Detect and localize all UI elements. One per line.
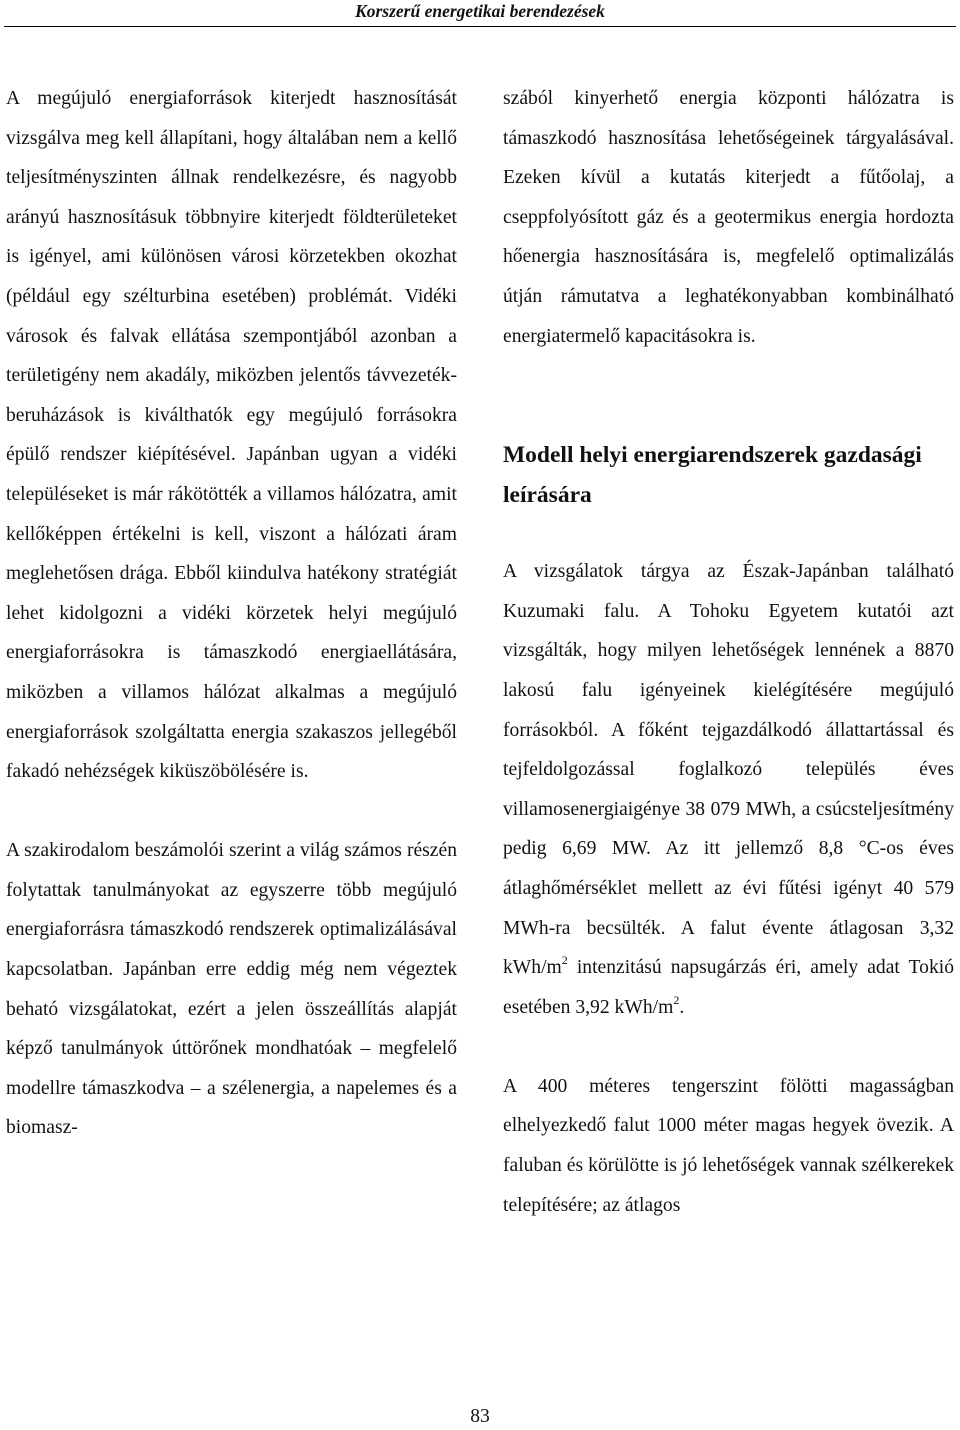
superscript: 2 <box>673 992 680 1007</box>
right-column <box>503 79 954 1225</box>
right-paragraph-2 <box>503 552 954 1027</box>
section-heading: Modell helyi energiarendszerek gazdasági leírására <box>503 442 922 509</box>
right-paragraph-3: A 400 méteres tengerszint fölötti magasságban elhelyezkedő falut 1000 méter magas hegyek övezik. A faluban és körülötte is jó lehetőségek vannak szélkerekek telepítésére; az átlagos <box>503 1075 954 1216</box>
header-rule <box>4 26 956 27</box>
running-header: Korszerű energetikai berendezések <box>355 1 605 21</box>
paragraph-text: A vizsgálatok tárgya az Észak-Japánban található Kuzumaki falu. A Tohoku Egyetem kutatói azt vizsgálták, hogy milyen lehetőségek lennének a 8870 lakosú falu igényeinek kielégítésére megújuló forrásokból. A főként tejgazdálkodó állattartással és tejfeldolgozással foglalkozó település éves villamosenergiaigénye 38 079 MWh, a csúcsteljesítmény pedig 6,69 MW. Az itt jellemző 8,8 °C-os éves átlaghőmérséklet mellett az évi fűtési igényt 40 579 MWh-ra becsülték. A falut évente átlagosan 3,32 kWh/m <box>503 561 954 979</box>
right-paragraph-1: szából kinyerhető energia központi hálózatra is támaszkodó hasznosítása lehetőségeinek tárgyalásával. Ezeken kívül a kutatás kiterjedt a fűtőolaj, a cseppfolyósított gáz és a geotermikus energia hordozta hőenergia hasznosítására is, megfelelő optimalizálás útján rámutatva a leghatékonyabban kombinálható energiatermelő kapacitásokra is. <box>503 88 954 347</box>
left-paragraph-2: A szakirodalom beszámolói szerint a világ számos részén folytattak tanulmányokat az egyszerre több megújuló energiaforrásra támaszkodó rendszerek optimalizálásával kapcsolatban. Japánban erre eddig még nem végeztek beható vizsgálatokat, ezért a jelen összeállítás alapját képző tanulmányok úttörőnek mondhatóak – megfelelő modellre támaszkodva – a szélenergia, a napelemes és a biomasz- <box>6 840 457 1139</box>
paragraph-text: intenzitású napsugárzás éri, amely adat Tokió esetében 3,92 kWh/m <box>503 957 954 1018</box>
left-column <box>6 79 457 1148</box>
left-paragraph-1: A megújuló energiaforrások kiterjedt hasznosítását vizsgálva meg kell állapítani, hogy általában nem a kellő teljesítményszinten állnak rendelkezésre, és nagyobb arányú hasznosításuk többnyire kiterjedt földterületeket is igényel, ami különösen városi körzetekben okozhat (például egy szélturbina esetében) problémát. Vidéki városok és falvak ellátása szempontjából azonban a területigény nem akadály, miközben jelentős távvezeték-beruházások is kiválthatók egy megújuló forrásokra épülő rendszer kiépítésével. Japánban ugyan a vidéki településeket is már rákötötték a villamos hálózatra, amit kellőképpen értékelni is kell, viszont a hálózati áram meglehetősen drága. Ebből kiindulva hatékony stratégiát lehet kidolgozni a vidéki körzetek helyi megújuló energiaforrásokra is támaszkodó energiaellátására, miközben a villamos hálózat alkalmas a megújuló energiaforrások szolgáltatta energia szakaszos jellegéből fakadó nehézségek kiküszöbölésére is. <box>6 88 457 783</box>
superscript: 2 <box>561 953 568 968</box>
paragraph-text: . <box>679 996 685 1018</box>
page-number: 83 <box>470 1406 490 1427</box>
